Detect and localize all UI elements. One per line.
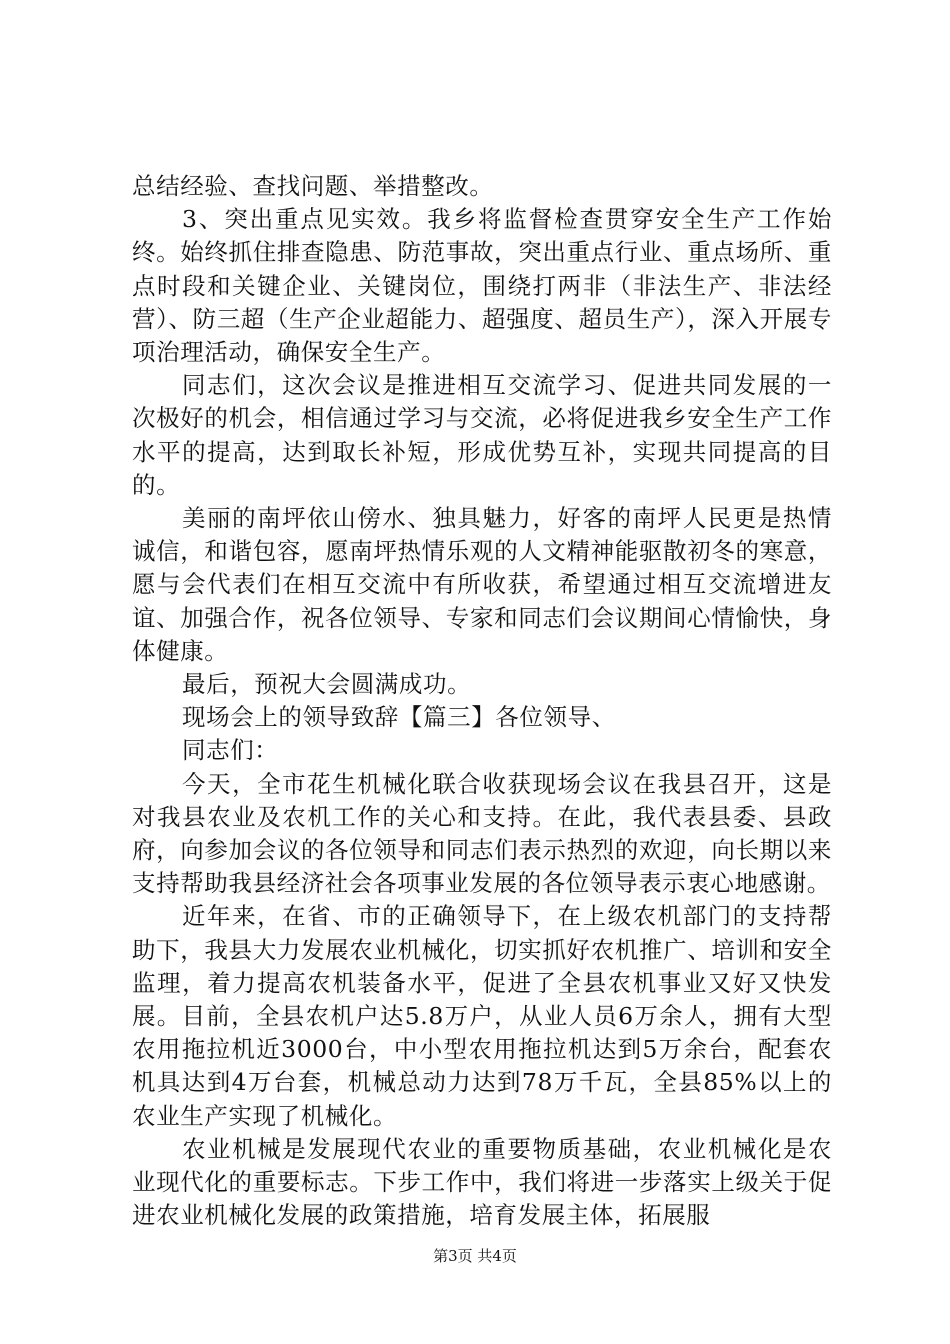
paragraph-10: 农业机械是发展现代农业的重要物质基础，农业机械化是农业现代化的重要标志。下步工作中，我们将进一步落实上级关于促进农业机械化发展的政策措施，培育发展主体，拓展服	[132, 1134, 832, 1230]
paragraph-5: 最后，预祝大会圆满成功。	[182, 670, 472, 699]
paragraph-6: 现场会上的领导致辞【篇三】各位领导、	[182, 703, 616, 732]
paragraph-9: 近年来，在省、市的正确领导下，在上级农机部门的支持帮助下，我县大力发展农业机械化，切实抓好农机推广、培训和安全监理，着力提高农机装备水平，促进了全县农机事业又好又快发展。目前，全县农机户达5.8万户，从业人员6万余人，拥有大型农用拖拉机近3000台，中小型农用拖拉机达到5万余台，配套农机具达到4万台套，机械总动力达到78万千瓦，全县85%以上的农业生产实现了机械化。	[132, 902, 832, 1130]
paragraph-7: 同志们：	[182, 736, 279, 765]
paragraph-3: 同志们，这次会议是推进相互交流学习、促进共同发展的一次极好的机会，相信通过学习与交流，必将促进我乡安全生产工作水平的提高，达到取长补短，形成优势互补，实现共同提高的目的。	[132, 371, 832, 499]
page-number-footer: 第3页 共4页	[433, 1247, 517, 1265]
paragraph-4: 美丽的南坪依山傍水、独具魅力，好客的南坪人民更是热情诚信，和谐包容，愿南坪热情乐观的人文精神能驱散初冬的寒意，愿与会代表们在相互交流中有所收获，希望通过相互交流增进友谊、加强合作，祝各位领导、专家和同志们会议期间心情愉快，身体健康。	[132, 504, 832, 665]
paragraph-8: 今天，全市花生机械化联合收获现场会议在我县召开，这是对我县农业及农机工作的关心和支持。在此，我代表县委、县政府，向参加会议的各位领导和同志们表示热烈的欢迎，向长期以来支持帮助我县经济社会各项事业发展的各位领导表示衷心地感谢。	[132, 769, 832, 898]
paragraph-2: 3、突出重点见实效。我乡将监督检查贯穿安全生产工作始终。始终抓住排查隐患、防范事故，突出重点行业、重点场所、重点时段和关键企业、关键岗位，围绕打两非（非法生产、非法经营）、防三超（生产企业超能力、超强度、超员生产），深入开展专项治理活动，确保安全生产。	[132, 205, 832, 367]
paragraph-1: 总结经验、查找问题、举措整改。	[132, 172, 494, 200]
document-body	[132, 170, 832, 1233]
